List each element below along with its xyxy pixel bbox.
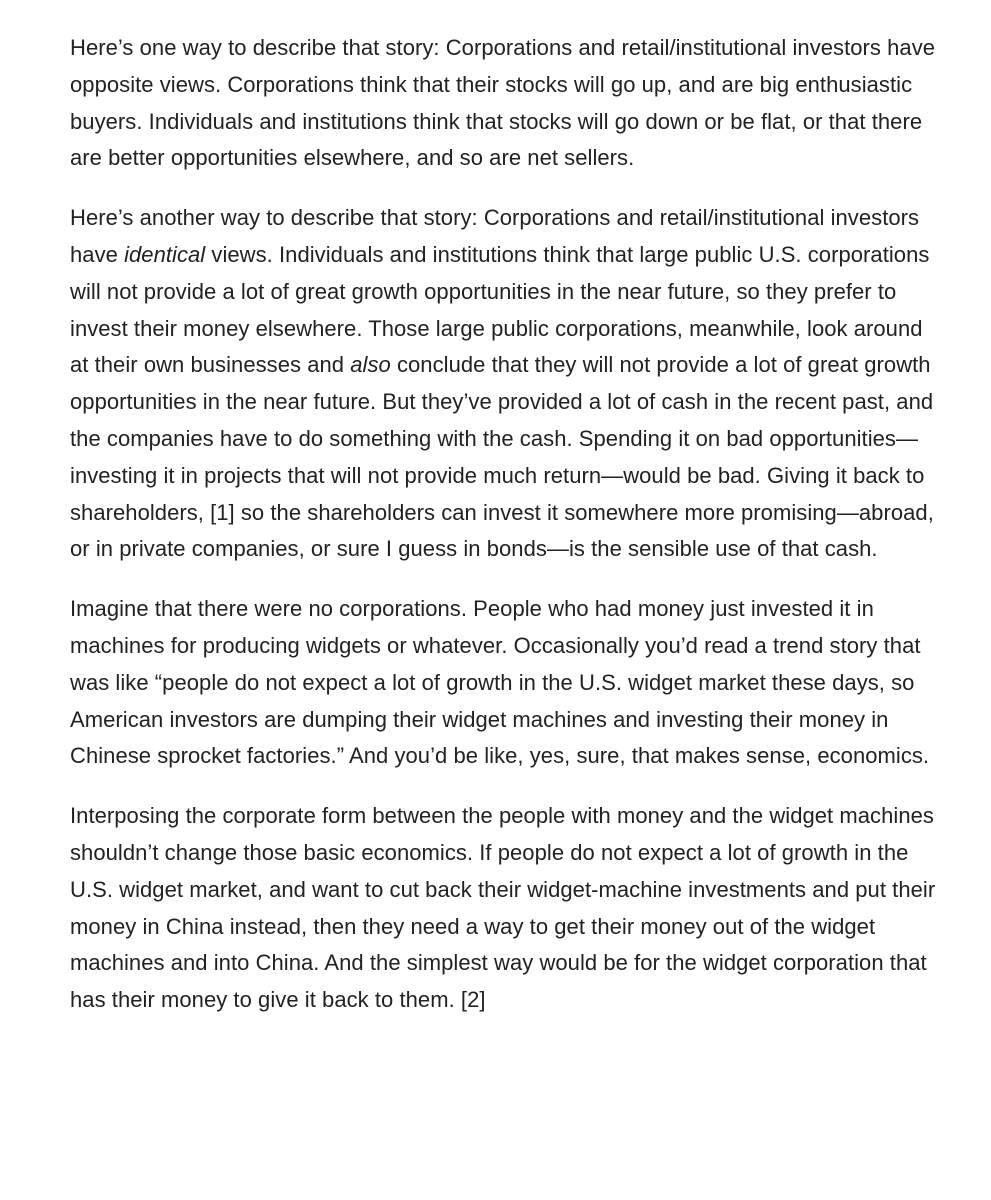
paragraph-text: Here’s another way to describe that story: Corporations and retail/institutional investors have — [70, 205, 920, 267]
emphasis-identical: identical — [124, 241, 206, 267]
paragraph-4 — [70, 798, 940, 1019]
paragraph-1 — [70, 30, 940, 177]
paragraph-text: views. Individuals and institutions think that large public U.S. corporations will not provide a lot of great growth opportunities in the near future, so they prefer to invest their money elsewhere. Those large public corporations, meanwhile, look around at their own businesses and — [70, 241, 930, 378]
paragraph-3 — [70, 591, 940, 775]
paragraph-2 — [70, 200, 940, 568]
paragraph-text: Interposing the corporate form between the people with money and the widget machines shouldn’t change those basic economics. If people do not expect a lot of growth in the U.S. widget market, and want to cut back their widget-machine investments and put their money in China instead, then they need a way to get their money out of the widget machines and into China. And the simplest way would be for the widget corporation that has their money to give it back to them. [2] — [70, 803, 936, 1013]
paragraph-text: Here’s one way to describe that story: Corporations and retail/institutional investors have opposite views. Corporations think that their stocks will go up, and are big enthusiastic buyers. Individuals and institutions think that stocks will go down or be flat, or that there are better opportunities elsewhere, and so are net sellers. — [70, 35, 936, 171]
emphasis-also: also — [350, 352, 391, 378]
paragraph-text: conclude that they will not provide a lot of great growth opportunities in the near future. But they’ve provided a lot of cash in the recent past, and the companies have to do something with the cash. Spending it on bad opportunities—investing it in projects that will not provide much return—would be bad. Giving it back to shareholders, [1] so the shareholders can invest it somewhere more promising—abroad, or in private companies, or sure I guess in bonds—is the sensible use of that cash. — [70, 352, 934, 562]
article-body — [70, 30, 940, 1042]
paragraph-text: Imagine that there were no corporations. People who had money just invested it in machines for producing widgets or whatever. Occasionally you’d read a trend story that was like “people do not expect a lot of growth in the U.S. widget market these days, so American investors are dumping their widget machines and investing their money in Chinese sprocket factories.” And you’d be like, yes, sure, that makes sense, economics. — [70, 596, 930, 769]
